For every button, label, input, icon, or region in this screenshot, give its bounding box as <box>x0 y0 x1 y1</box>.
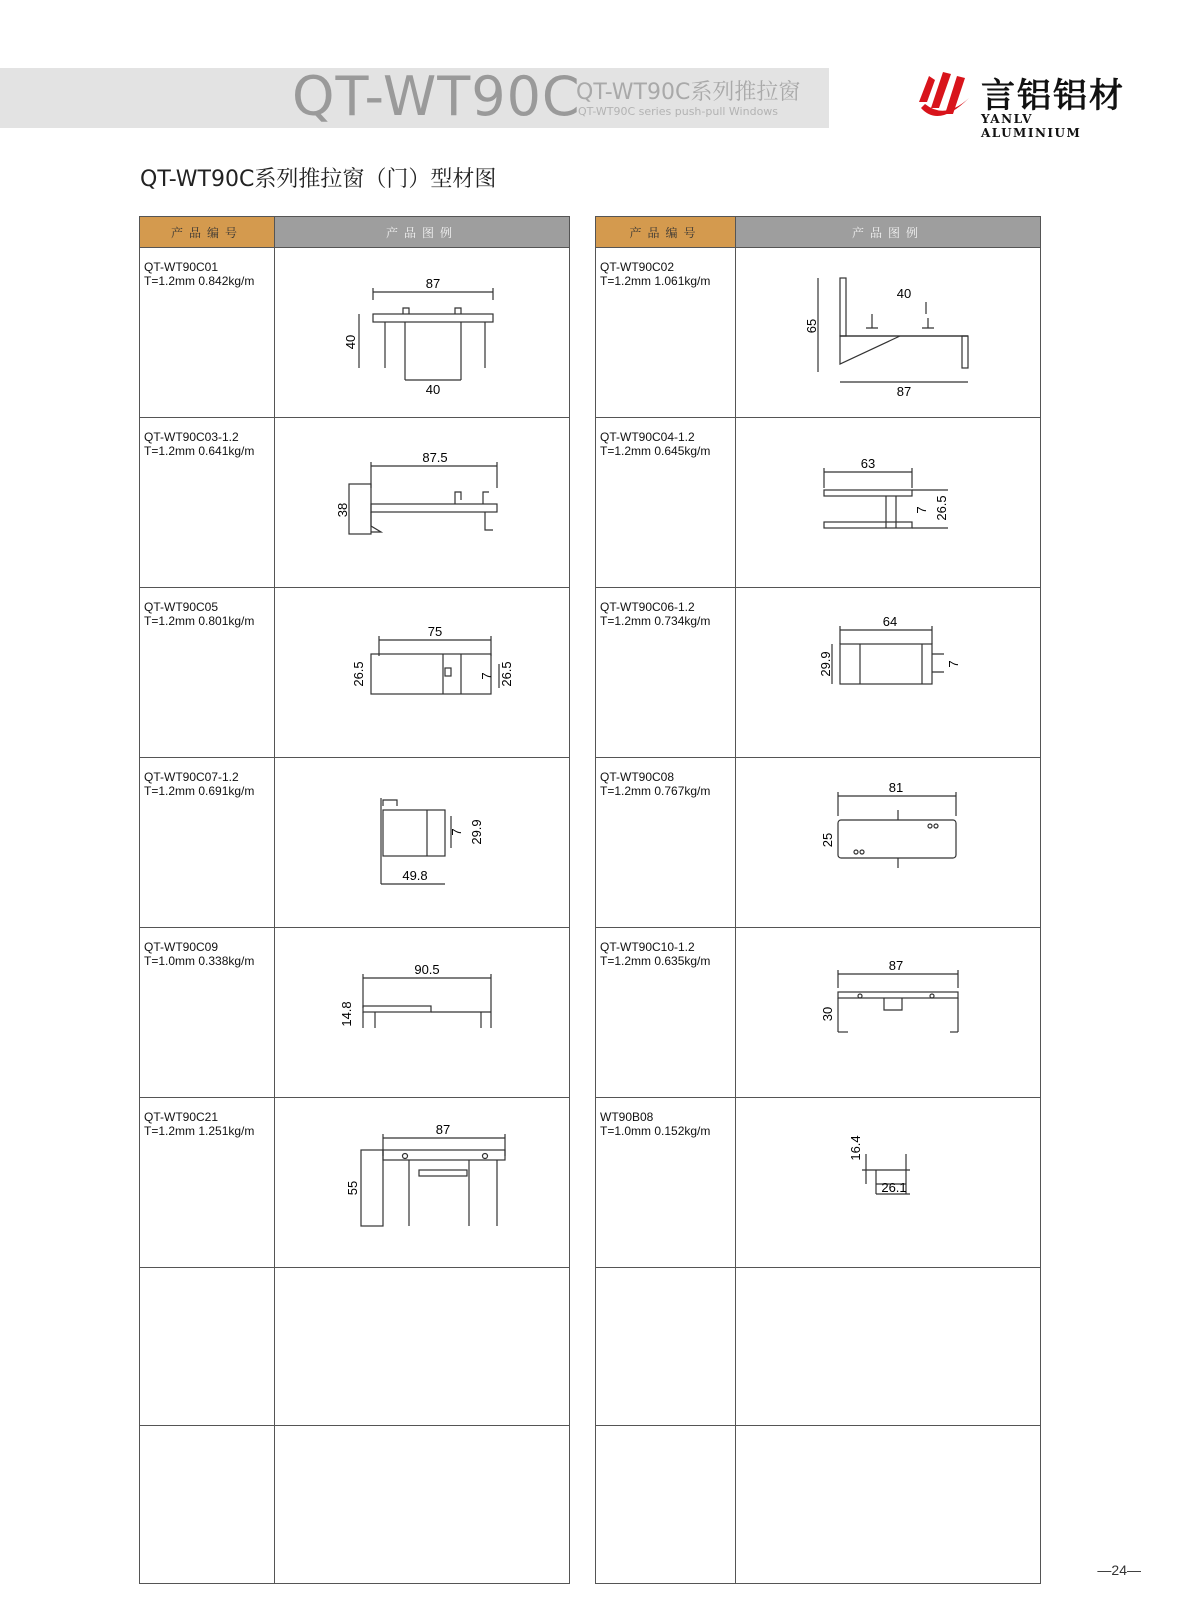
product-code-cell <box>140 588 275 758</box>
series-title-zh: QT-WT90C系列推拉窗 <box>576 80 801 105</box>
product-code-cell <box>140 1098 275 1268</box>
page-number: —24— <box>1097 1562 1141 1578</box>
product-spec: T=1.2mm 1.061kg/m <box>600 274 711 288</box>
dim-label: 75 <box>427 624 443 639</box>
table-row <box>596 1426 1041 1584</box>
empty-cell <box>140 1268 275 1426</box>
product-code: QT-WT90C10-1.2 <box>600 940 695 954</box>
brand-name-en: YANLV ALUMINIUM <box>981 112 1082 140</box>
brand-name-zh: 言铝铝材 <box>981 76 1125 116</box>
brand-logo <box>915 68 1135 140</box>
dim-label: 7 <box>914 506 929 514</box>
dim-label: 49.8 <box>402 868 428 883</box>
dim-label: 29.9 <box>469 819 484 845</box>
dim-label: 14.8 <box>339 1001 354 1027</box>
dim-label: 55 <box>345 1180 360 1196</box>
dim-label: 26.1 <box>881 1180 907 1195</box>
profile-drawing <box>275 758 569 915</box>
table-row <box>596 588 1041 758</box>
table-row <box>596 418 1041 588</box>
product-code-cell <box>596 248 736 418</box>
product-code-cell <box>140 758 275 928</box>
dim-label: 7 <box>479 672 494 680</box>
product-code-cell <box>596 928 736 1098</box>
profile-table-right <box>595 216 1041 1584</box>
dim-label: 38 <box>335 502 350 518</box>
dim-label: 29.9 <box>818 651 833 677</box>
product-code-cell <box>140 928 275 1098</box>
product-spec: T=1.2mm 0.801kg/m <box>144 614 255 628</box>
profile-figure-cell <box>275 248 570 418</box>
product-code: QT-WT90C05 <box>144 600 219 614</box>
empty-cell <box>275 1426 570 1584</box>
product-spec: T=1.2mm 0.641kg/m <box>144 444 255 458</box>
profile-drawing <box>736 418 1040 575</box>
empty-cell <box>140 1426 275 1584</box>
dim-label: 30 <box>820 1006 835 1022</box>
profile-table-left <box>139 216 570 1584</box>
profile-figure-cell <box>275 418 570 588</box>
product-code-cell <box>596 588 736 758</box>
profile-drawing <box>736 248 1040 405</box>
profile-drawing <box>275 418 569 575</box>
empty-cell <box>736 1268 1041 1426</box>
dim-label: 26.5 <box>934 495 949 521</box>
dim-label: 7 <box>946 660 961 668</box>
table-row <box>140 758 570 928</box>
empty-cell <box>275 1268 570 1426</box>
table-row <box>140 588 570 758</box>
header-code: 产品编号 <box>140 217 275 248</box>
table-row <box>140 1268 570 1426</box>
profile-figure-cell <box>275 928 570 1098</box>
product-spec: T=1.2mm 0.635kg/m <box>600 954 711 968</box>
dim-label: 7 <box>449 828 464 836</box>
profile-drawing <box>275 248 569 405</box>
dim-label: 40 <box>425 382 441 397</box>
product-spec: T=1.2mm 0.691kg/m <box>144 784 255 798</box>
product-code-cell <box>140 248 275 418</box>
product-code: QT-WT90C21 <box>144 1110 219 1124</box>
product-code: QT-WT90C01 <box>144 260 219 274</box>
product-code: QT-WT90C06-1.2 <box>600 600 695 614</box>
header-code: 产品编号 <box>596 217 736 248</box>
dim-label: 65 <box>804 318 819 334</box>
brand-mark-icon <box>915 68 975 128</box>
product-code-cell <box>596 418 736 588</box>
dim-label: 90.5 <box>414 962 440 977</box>
product-spec: T=1.2mm 0.842kg/m <box>144 274 255 288</box>
table-row <box>596 758 1041 928</box>
product-code-cell <box>596 1098 736 1268</box>
dim-label: 87.5 <box>422 450 448 465</box>
profile-drawing <box>736 928 1040 1085</box>
dim-label: 16.4 <box>848 1135 863 1161</box>
profile-figure-cell <box>736 928 1041 1098</box>
product-code: QT-WT90C08 <box>600 770 675 784</box>
table-row <box>140 248 570 418</box>
product-spec: T=1.2mm 1.251kg/m <box>144 1124 255 1138</box>
empty-cell <box>736 1426 1041 1584</box>
dim-label: 26.5 <box>499 661 514 687</box>
dim-label: 40 <box>896 286 912 301</box>
product-code: QT-WT90C09 <box>144 940 219 954</box>
profile-figure-cell <box>736 248 1041 418</box>
table-row <box>140 1098 570 1268</box>
profile-figure-cell <box>736 758 1041 928</box>
product-code: QT-WT90C04-1.2 <box>600 430 695 444</box>
profile-figure-cell <box>736 1098 1041 1268</box>
profile-drawing <box>736 588 1040 745</box>
product-code-cell <box>596 758 736 928</box>
dim-label: 81 <box>888 780 904 795</box>
dim-label: 87 <box>896 384 912 399</box>
table-row <box>140 928 570 1098</box>
header-figure: 产品图例 <box>275 217 570 248</box>
header-figure: 产品图例 <box>736 217 1041 248</box>
profile-figure-cell <box>275 588 570 758</box>
empty-cell <box>596 1426 736 1584</box>
product-code-cell <box>140 418 275 588</box>
product-code: QT-WT90C03-1.2 <box>144 430 239 444</box>
product-code: WT90B08 <box>600 1110 654 1124</box>
product-spec: T=1.2mm 0.734kg/m <box>600 614 711 628</box>
dim-label: 63 <box>860 456 876 471</box>
product-spec: T=1.0mm 0.338kg/m <box>144 954 255 968</box>
profile-drawing <box>736 758 1040 915</box>
table-row <box>140 1426 570 1584</box>
model-title: QT-WT90C <box>292 65 581 128</box>
product-code: QT-WT90C07-1.2 <box>144 770 239 784</box>
dim-label: 26.5 <box>351 661 366 687</box>
empty-cell <box>596 1268 736 1426</box>
table-row <box>596 928 1041 1098</box>
product-code: QT-WT90C02 <box>600 260 675 274</box>
dim-label: 87 <box>425 276 441 291</box>
dim-label: 25 <box>820 832 835 848</box>
page-title: QT-WT90C系列推拉窗（门）型材图 <box>140 167 497 192</box>
profile-figure-cell <box>275 758 570 928</box>
profile-figure-cell <box>736 588 1041 758</box>
product-spec: T=1.0mm 0.152kg/m <box>600 1124 711 1138</box>
profile-figure-cell <box>275 1098 570 1268</box>
profile-drawing <box>275 588 569 745</box>
dim-label: 87 <box>888 958 904 973</box>
table-row <box>596 1098 1041 1268</box>
table-row <box>596 1268 1041 1426</box>
dim-label: 40 <box>343 334 358 350</box>
table-row <box>596 248 1041 418</box>
dim-label: 87 <box>435 1122 451 1137</box>
product-spec: T=1.2mm 0.645kg/m <box>600 444 711 458</box>
profile-drawing <box>736 1098 1040 1255</box>
profile-drawing <box>275 928 569 1085</box>
profile-drawing <box>275 1098 569 1255</box>
series-title-en: QT-WT90C series push-pull Windows <box>578 105 779 118</box>
table-row <box>140 418 570 588</box>
profile-figure-cell <box>736 418 1041 588</box>
product-spec: T=1.2mm 0.767kg/m <box>600 784 711 798</box>
dim-label: 64 <box>882 614 898 629</box>
